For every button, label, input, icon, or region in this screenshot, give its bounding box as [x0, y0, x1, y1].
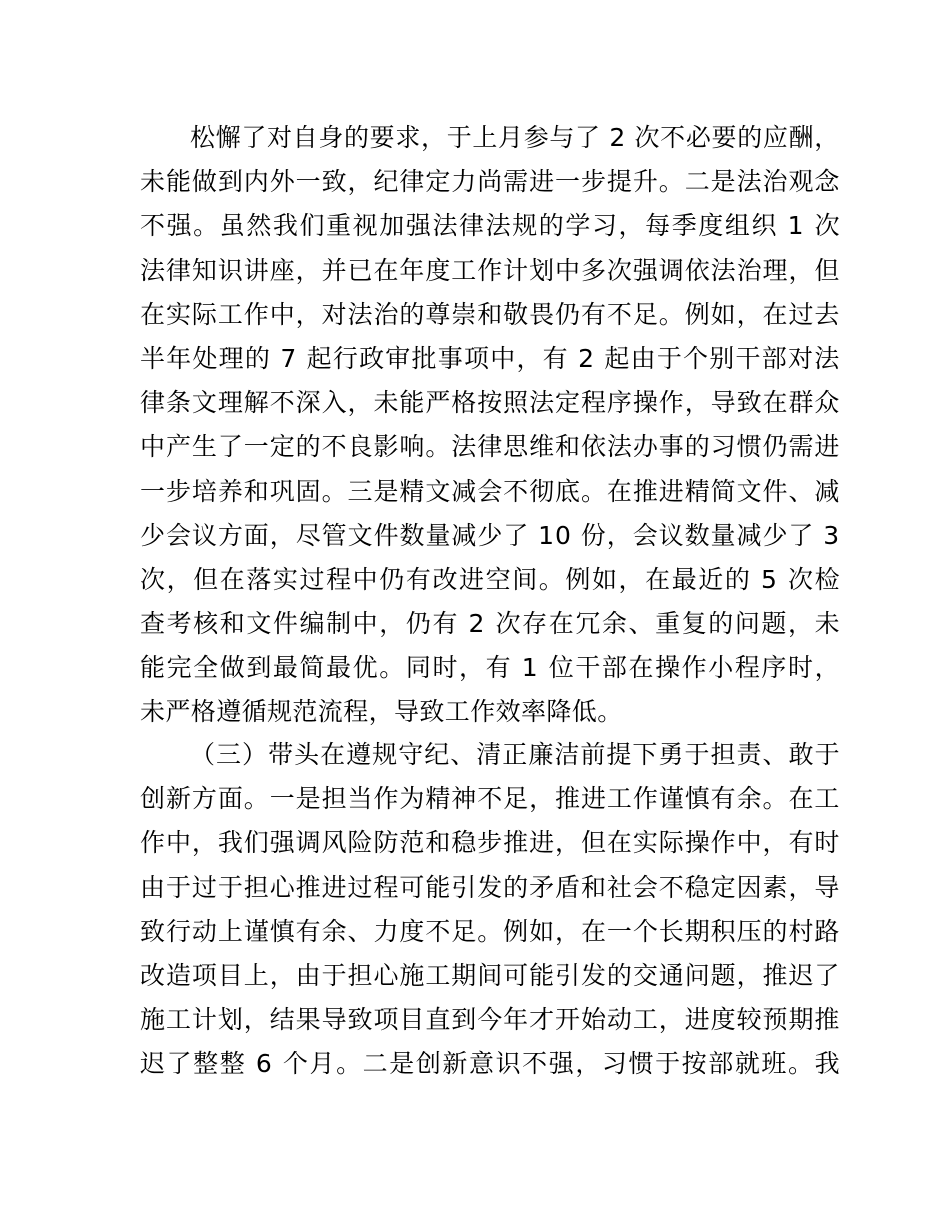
text-line: 查考核和文件编制中，仍有 2 次存在冗余、重复的问题，未	[140, 609, 842, 639]
paragraph-1	[140, 116, 840, 735]
text-line: 半年处理的 7 起行政审批事项中，有 2 起由于个别干部对法	[140, 343, 841, 373]
text-line: 未能做到内外一致，纪律定力尚需进一步提升。二是法治观念	[140, 167, 841, 197]
text-line: （三）带头在遵规守纪、清正廉洁前提下勇于担责、敢于	[190, 740, 841, 769]
text-line: 在实际工作中，对法治的尊崇和敬畏仍有不足。例如，在过去	[140, 299, 841, 329]
text-line: 中产生了一定的不良影响。法律思维和依法办事的习惯仍需进	[140, 432, 841, 462]
text-line: 能完全做到最简最优。同时，有 1 位干部在操作小程序时，	[140, 653, 842, 683]
text-line: 法律知识讲座，并已在年度工作计划中多次强调依法治理，但	[140, 255, 841, 285]
text-line: 由于过于担心推进过程可能引发的矛盾和社会不稳定因素，导	[140, 872, 841, 902]
text-line: 改造项目上，由于担心施工期间可能引发的交通问题，推迟了	[140, 960, 841, 990]
text-line: 次，但在落实过程中仍有改进空间。例如，在最近的 5 次检	[140, 564, 842, 594]
text-line: 未严格遵循规范流程，导致工作效率降低。	[140, 697, 623, 727]
text-line: 创新方面。一是担当作为精神不足，推进工作谨慎有余。在工	[140, 784, 841, 814]
text-line: 迟了整整 6 个月。二是创新意识不强，习惯于按部就班。我	[140, 1049, 842, 1079]
text-line: 作中，我们强调风险防范和稳步推进，但在实际操作中，有时	[140, 828, 841, 858]
text-line: 不强。虽然我们重视加强法律法规的学习，每季度组织 1 次	[140, 211, 842, 241]
text-line: 致行动上谨慎有余、力度不足。例如，在一个长期积压的村路	[140, 916, 841, 946]
text-line: 律条文理解不深入，未能严格按照法定程序操作，导致在群众	[140, 388, 841, 418]
text-line: 松懈了对自身的要求，于上月参与了 2 次不必要的应酬，	[190, 123, 840, 152]
text-line: 一步培养和巩固。三是精文减会不彻底。在推进精简文件、减	[140, 476, 841, 506]
text-line: 施工计划，结果导致项目直到今年才开始动工，进度较预期推	[140, 1005, 841, 1035]
paragraph-2	[140, 733, 840, 1087]
text-line: 少会议方面，尽管文件数量减少了 10 份，会议数量减少了 3	[140, 520, 841, 550]
